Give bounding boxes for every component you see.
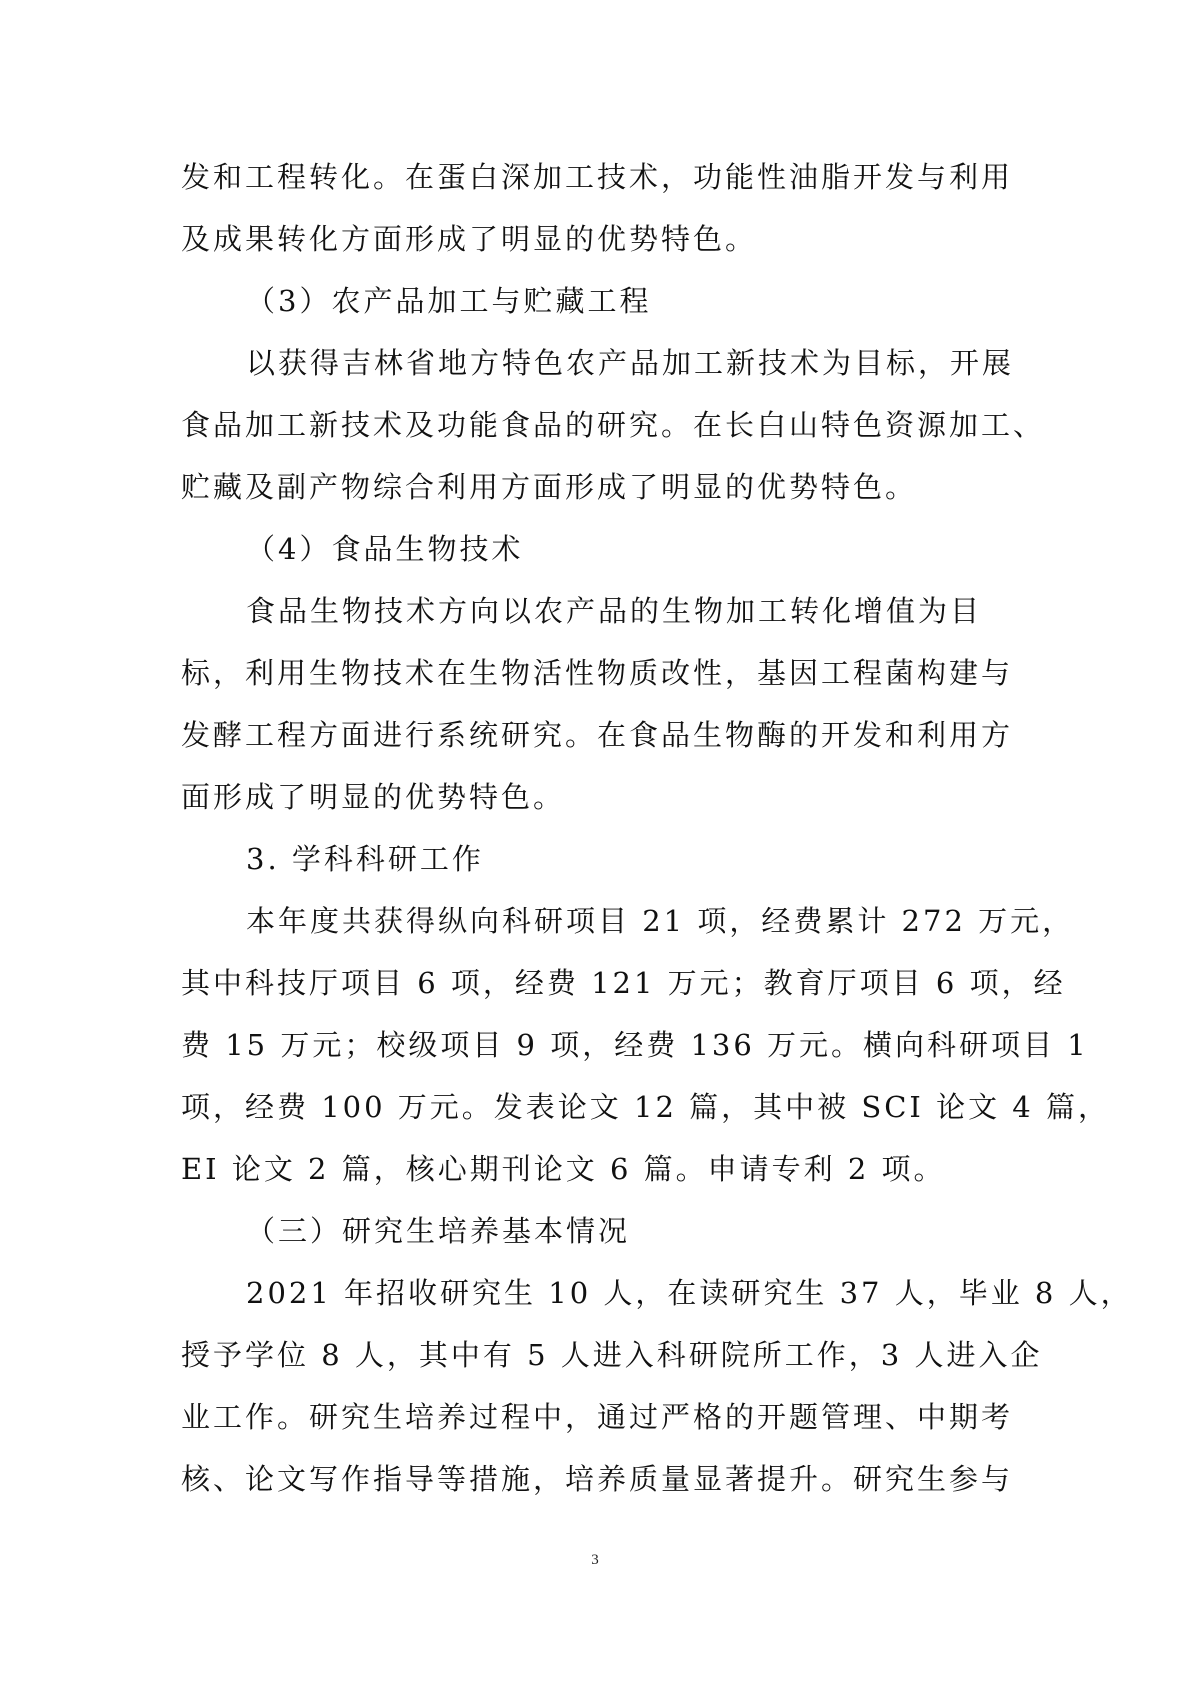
text-line: 授予学位 8 人，其中有 5 人进入科研院所工作，3 人进入企: [181, 1338, 1043, 1372]
text-line: EI 论文 2 篇，核心期刊论文 6 篇。申请专利 2 项。: [181, 1152, 946, 1186]
text-line: 发和工程转化。在蛋白深加工技术，功能性油脂开发与利用: [181, 160, 1014, 194]
section-heading: 3. 学科科研工作: [246, 842, 484, 876]
text-line: 核、论文写作指导等措施，培养质量显著提升。研究生参与: [181, 1462, 1014, 1496]
text-line: 发酵工程方面进行系统研究。在食品生物酶的开发和利用方: [181, 718, 1014, 752]
text-line: 标，利用生物技术在生物活性物质改性，基因工程菌构建与: [181, 656, 1014, 690]
text-line: 项，经费 100 万元。发表论文 12 篇，其中被 SCI 论文 4 篇，: [181, 1090, 1110, 1124]
text-line: 2021 年招收研究生 10 人，在读研究生 37 人，毕业 8 人，: [246, 1276, 1133, 1310]
text-line: 以获得吉林省地方特色农产品加工新技术为目标，开展: [246, 346, 1015, 380]
text-line: 面形成了明显的优势特色。: [181, 780, 566, 814]
document-body: [181, 146, 1133, 1510]
text-line: 食品生物技术方向以农产品的生物加工转化增值为目: [246, 594, 983, 628]
text-line: 贮藏及副产物综合利用方面形成了明显的优势特色。: [181, 470, 918, 504]
text-line: 及成果转化方面形成了明显的优势特色。: [181, 222, 758, 256]
page-number: 3: [591, 1552, 599, 1568]
section-heading: （4）食品生物技术: [246, 532, 524, 566]
text-line: 本年度共获得纵向科研项目 21 项，经费累计 272 万元，: [246, 904, 1075, 938]
text-line: 业工作。研究生培养过程中，通过严格的开题管理、中期考: [181, 1400, 1014, 1434]
section-heading: （三）研究生培养基本情况: [246, 1214, 631, 1248]
section-heading: （3）农产品加工与贮藏工程: [246, 284, 652, 318]
text-line: 费 15 万元；校级项目 9 项，经费 136 万元。横向科研项目 1: [181, 1028, 1089, 1062]
text-line: 食品加工新技术及功能食品的研究。在长白山特色资源加工、: [181, 408, 1046, 442]
text-line: 其中科技厅项目 6 项，经费 121 万元；教育厅项目 6 项，经: [181, 966, 1066, 1000]
